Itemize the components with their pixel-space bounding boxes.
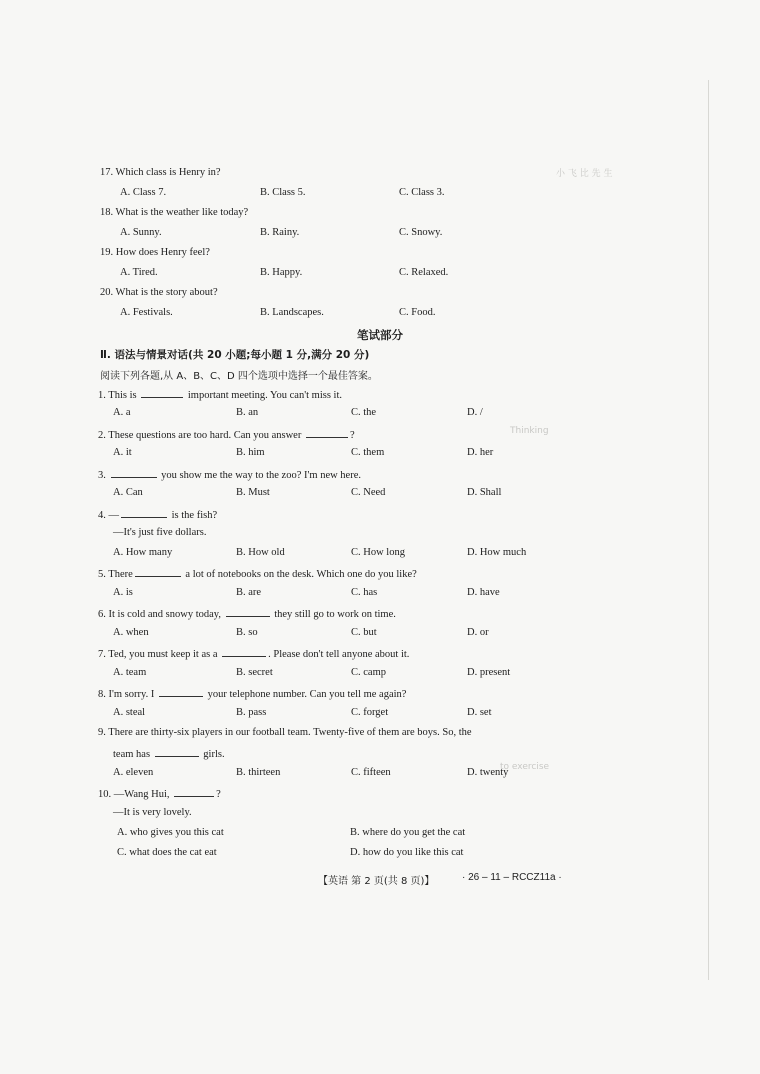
question-17: 17. Which class is Henry in? xyxy=(100,167,221,178)
bleed-through: to exercise xyxy=(500,762,550,772)
option: B. pass xyxy=(236,707,267,718)
question-7: 7. Ted, you must keep it as a . Please don't tell anyone about it. xyxy=(98,646,409,661)
instruction: 阅读下列各题,从 A、B、C、D 四个选项中选择一个最佳答案。 xyxy=(100,371,378,382)
answer-blank xyxy=(155,746,199,757)
answer-blank xyxy=(111,467,157,478)
answer-blank xyxy=(222,646,266,657)
option: C. Food. xyxy=(399,307,436,318)
question-8: 8. I'm sorry. I your telephone number. Can you tell me again? xyxy=(98,686,406,701)
paper-code: · 26 – 11 – RCCZ11a · xyxy=(462,872,562,883)
bleed-through: 小 飞 比 先 生 xyxy=(556,169,613,179)
option: A. Festivals. xyxy=(120,307,173,318)
option: D. / xyxy=(467,407,483,418)
option: C. what does the cat eat xyxy=(117,847,217,858)
option: B. Happy. xyxy=(260,267,303,278)
option: C. camp xyxy=(351,667,386,678)
option: A. Sunny. xyxy=(120,227,162,238)
answer-blank xyxy=(174,786,214,797)
option: B. where do you get the cat xyxy=(350,827,466,838)
option: B. secret xyxy=(236,667,273,678)
page-footer: 【英语 第 2 页(共 8 页)】 xyxy=(318,876,435,887)
option: B. so xyxy=(236,627,258,638)
question-1: 1. This is important meeting. You can't miss it. xyxy=(98,387,342,402)
option: A. Class 7. xyxy=(120,187,167,198)
option: C. the xyxy=(351,407,377,418)
question-4-reply: —It's just five dollars. xyxy=(113,527,207,538)
option: A. when xyxy=(113,627,149,638)
question-9-cont: team has girls. xyxy=(113,746,225,761)
option: D. set xyxy=(467,707,492,718)
option: D. her xyxy=(467,447,494,458)
option: B. thirteen xyxy=(236,767,281,778)
option: C. them xyxy=(351,447,385,458)
option: B. are xyxy=(236,587,262,598)
option: A. Can xyxy=(113,487,143,498)
question-9: 9. There are thirty-six players in our football team. Twenty-five of them are boys. So, the xyxy=(98,727,472,738)
answer-blank xyxy=(135,566,181,577)
question-3: 3. you show me the way to the zoo? I'm new here. xyxy=(98,467,361,482)
option: A. it xyxy=(113,447,132,458)
question-4: 4. — is the fish? xyxy=(98,507,217,522)
section-heading: Ⅱ. 语法与情景对话(共 20 小题;每小题 1 分,满分 20 分) xyxy=(100,349,370,361)
option: A. eleven xyxy=(113,767,154,778)
question-20: 20. What is the story about? xyxy=(100,287,218,298)
option: A. How many xyxy=(113,547,173,558)
option: B. Class 5. xyxy=(260,187,306,198)
answer-blank xyxy=(226,606,270,617)
option: C. Class 3. xyxy=(399,187,445,198)
question-6: 6. It is cold and snowy today, they still go to work on time. xyxy=(98,606,396,621)
answer-blank xyxy=(141,387,183,398)
option: D. or xyxy=(467,627,489,638)
option: A. who gives you this cat xyxy=(117,827,224,838)
answer-blank xyxy=(121,507,167,518)
option: B. Rainy. xyxy=(260,227,300,238)
question-10-reply: —It is very lovely. xyxy=(113,807,192,818)
option: C. fifteen xyxy=(351,767,391,778)
option: D. present xyxy=(467,667,511,678)
answer-blank xyxy=(306,427,348,438)
option: C. How long xyxy=(351,547,405,558)
option: D. have xyxy=(467,587,500,598)
option: A. steal xyxy=(113,707,146,718)
question-18: 18. What is the weather like today? xyxy=(100,207,249,218)
option: B. him xyxy=(236,447,265,458)
question-19: 19. How does Henry feel? xyxy=(100,247,210,258)
option: D. Shall xyxy=(467,487,502,498)
option: C. has xyxy=(351,587,378,598)
option: D. how do you like this cat xyxy=(350,847,464,858)
option: B. How old xyxy=(236,547,285,558)
option: B. Must xyxy=(236,487,270,498)
option: A. Tired. xyxy=(120,267,158,278)
option: A. team xyxy=(113,667,147,678)
bleed-through: Thinking xyxy=(510,426,549,436)
question-5: 5. There a lot of notebooks on the desk. Which one do you like? xyxy=(98,566,417,581)
section-title: 笔试部分 xyxy=(357,328,403,342)
option: A. a xyxy=(113,407,131,418)
option: C. Snowy. xyxy=(399,227,443,238)
option: C. Relaxed. xyxy=(399,267,449,278)
option: B. an xyxy=(236,407,259,418)
option: D. twenty xyxy=(467,767,509,778)
option: C. forget xyxy=(351,707,389,718)
question-10: 10. —Wang Hui, ? xyxy=(98,786,221,801)
answer-blank xyxy=(159,686,203,697)
scan-edge xyxy=(708,80,709,980)
option: C. but xyxy=(351,627,377,638)
option: A. is xyxy=(113,587,133,598)
option: C. Need xyxy=(351,487,386,498)
option: B. Landscapes. xyxy=(260,307,324,318)
question-2: 2. These questions are too hard. Can you answer ? xyxy=(98,427,355,442)
option: D. How much xyxy=(467,547,527,558)
